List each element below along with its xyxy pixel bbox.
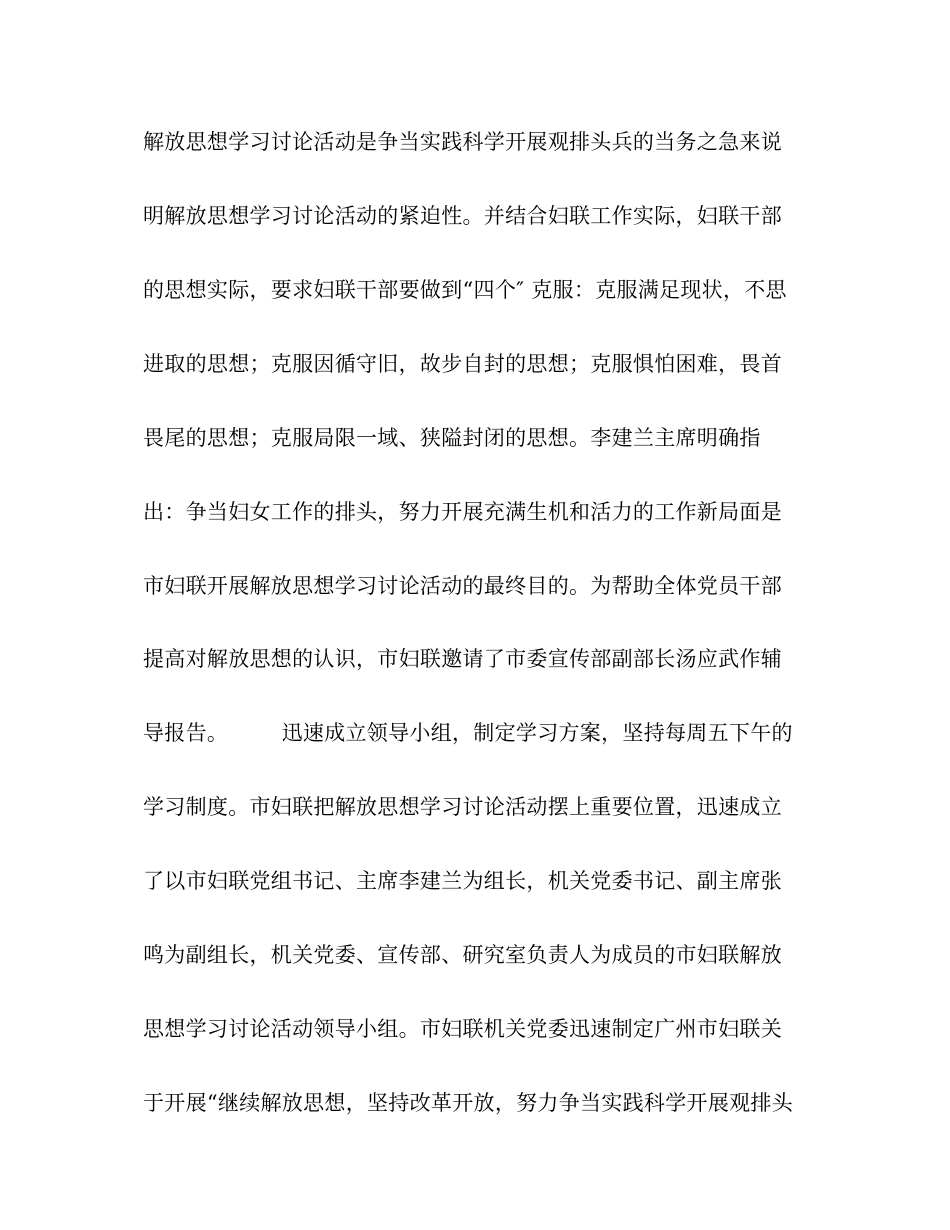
- text-line: 的思想实际，要求妇联干部要做到“四个″ 克服：克服满足现状，不思: [143, 278, 787, 302]
- text-line: 鸣为副组长，机关党委、宣传部、研究室负责人为成员的市妇联解放: [143, 943, 782, 967]
- text-line: 导报告。 迅速成立领导小组，制定学习方案，坚持每周五下午的: [143, 721, 793, 745]
- text-line: 学习制度。市妇联把解放思想学习讨论活动摆上重要位置，迅速成立: [143, 795, 782, 819]
- text-line: 提高对解放思想的认识，市妇联邀请了市委宣传部副部长汤应武作辅: [143, 647, 782, 671]
- text-line: 市妇联开展解放思想学习讨论活动的最终目的。为帮助全体党员干部: [143, 574, 782, 598]
- text-line: 了以市妇联党组书记、主席李建兰为组长，机关党委书记、副主席张: [143, 869, 782, 893]
- text-line: 解放思想学习讨论活动是争当实践科学开展观排头兵的当务之急来说: [143, 130, 782, 154]
- text-line: 出：争当妇女工作的排头，努力开展充满生机和活力的工作新局面是: [143, 500, 782, 524]
- text-line: 思想学习讨论活动领导小组。市妇联机关党委迅速制定广州市妇联关: [143, 1017, 782, 1041]
- text-line: 畏尾的思想；克服局限一域、狭隘封闭的思想。李建兰主席明确指: [143, 426, 761, 450]
- text-line: 明解放思想学习讨论活动的紧迫性。并结合妇联工作实际，妇联干部: [143, 204, 782, 228]
- text-line: 进取的思想；克服因循守旧，故步自封的思想；克服惧怕困难，畏首: [143, 352, 782, 376]
- text-line: 于开展“继续解放思想，坚持改革开放，努力争当实践科学开展观排头: [143, 1091, 794, 1115]
